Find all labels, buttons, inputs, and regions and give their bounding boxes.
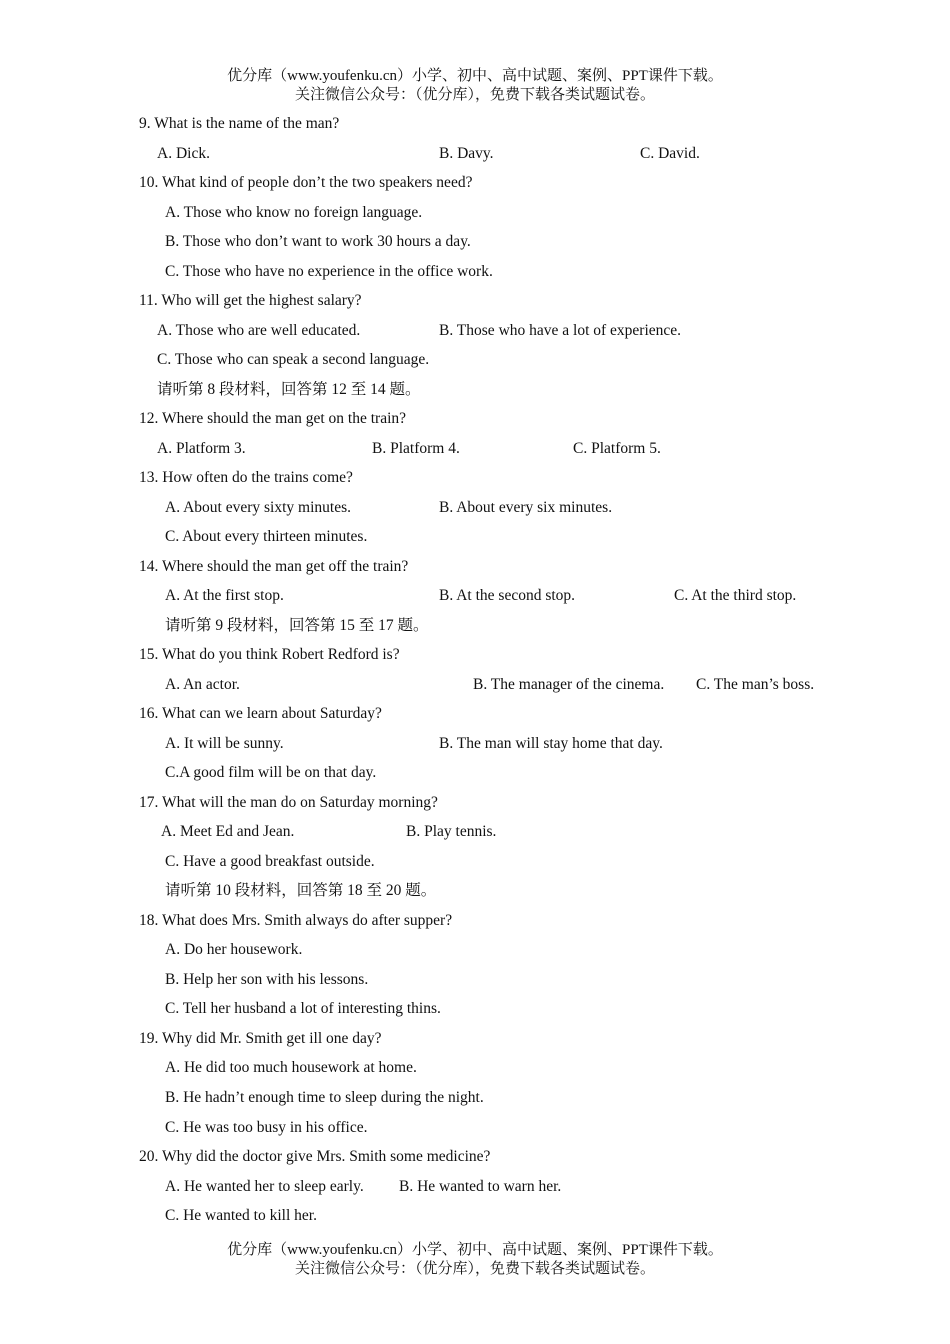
q9-option-c: C. David.	[640, 145, 700, 162]
question-19: 19. Why did Mr. Smith get ill one day?	[139, 1030, 382, 1047]
q10-option-a: A. Those who know no foreign language.	[165, 204, 423, 221]
q17-option-c: C. Have a good breakfast outside.	[165, 853, 375, 870]
q12-option-a: A. Platform 3.	[157, 440, 246, 457]
q16-option-a: A. It will be sunny.	[165, 735, 284, 752]
q15-option-a: A. An actor.	[165, 676, 240, 693]
q10-option-b: B. Those who don’t want to work 30 hours a day.	[165, 233, 471, 250]
footer-line-2: 关注微信公众号：（优分库），免费下载各类试题试卷。	[294, 1261, 655, 1277]
q11-option-c: C. Those who can speak a second language.	[157, 351, 430, 368]
q19-option-b: B. He hadn’t enough time to sleep during the night.	[165, 1089, 484, 1106]
section-8-instruction: 请听第 8 段材料，回答第 12 至 14 题。	[157, 381, 421, 398]
header-line-2: 关注微信公众号：（优分库），免费下载各类试题试卷。	[294, 87, 655, 103]
q14-option-b: B. At the second stop.	[439, 587, 576, 604]
q14-option-c: C. At the third stop.	[674, 587, 797, 604]
header-line-1: 优分库（www.youfenku.cn）小学、初中、高中试题、案例、PPT课件下载。	[227, 68, 723, 84]
q20-option-b: B. He wanted to warn her.	[399, 1178, 562, 1195]
q11-option-b: B. Those who have a lot of experience.	[439, 322, 682, 339]
q11-option-a: A. Those who are well educated.	[157, 322, 361, 339]
q9-option-b: B. Davy.	[439, 145, 494, 162]
q16-option-c: C.A good film will be on that day.	[165, 764, 377, 781]
question-11: 11. Who will get the highest salary?	[139, 292, 362, 309]
q19-option-a: A. He did too much housework at home.	[165, 1059, 417, 1076]
section-10-instruction: 请听第 10 段材料，回答第 18 至 20 题。	[165, 882, 437, 899]
q17-option-a: A. Meet Ed and Jean.	[161, 823, 295, 840]
q13-option-a: A. About every sixty minutes.	[165, 499, 351, 516]
q14-option-a: A. At the first stop.	[165, 587, 284, 604]
page-header	[0, 67, 950, 105]
question-13: 13. How often do the trains come?	[139, 469, 353, 486]
question-9: 9. What is the name of the man?	[139, 115, 340, 132]
q18-option-b: B. Help her son with his lessons.	[165, 971, 369, 988]
question-14: 14. Where should the man get off the train?	[139, 558, 409, 575]
question-12: 12. Where should the man get on the train?	[139, 410, 407, 427]
footer-line-1: 优分库（www.youfenku.cn）小学、初中、高中试题、案例、PPT课件下载。	[227, 1242, 723, 1258]
q18-option-a: A. Do her housework.	[165, 941, 303, 958]
q9-option-a: A. Dick.	[157, 145, 210, 162]
q15-option-b: B. The manager of the cinema.	[473, 676, 665, 693]
q19-option-c: C. He was too busy in his office.	[165, 1119, 368, 1136]
question-15: 15. What do you think Robert Redford is?	[139, 646, 400, 663]
q15-option-c: C. The man’s boss.	[696, 676, 815, 693]
section-9-instruction: 请听第 9 段材料，回答第 15 至 17 题。	[165, 617, 429, 634]
question-16: 16. What can we learn about Saturday?	[139, 705, 382, 722]
q20-option-a: A. He wanted her to sleep early.	[165, 1178, 364, 1195]
q10-option-c: C. Those who have no experience in the office work.	[165, 263, 493, 280]
page-footer	[0, 1241, 950, 1279]
q16-option-b: B. The man will stay home that day.	[439, 735, 663, 752]
q17-option-b: B. Play tennis.	[406, 823, 497, 840]
q18-option-c: C. Tell her husband a lot of interesting thins.	[165, 1000, 441, 1017]
q12-option-b: B. Platform 4.	[372, 440, 460, 457]
question-17: 17. What will the man do on Saturday morning?	[139, 794, 438, 811]
question-20: 20. Why did the doctor give Mrs. Smith some medicine?	[139, 1148, 491, 1165]
question-18: 18. What does Mrs. Smith always do after supper?	[139, 912, 453, 929]
question-10: 10. What kind of people don’t the two speakers need?	[139, 174, 473, 191]
q13-option-c: C. About every thirteen minutes.	[165, 528, 368, 545]
q13-option-b: B. About every six minutes.	[439, 499, 613, 516]
q20-option-c: C. He wanted to kill her.	[165, 1207, 317, 1224]
q12-option-c: C. Platform 5.	[573, 440, 661, 457]
